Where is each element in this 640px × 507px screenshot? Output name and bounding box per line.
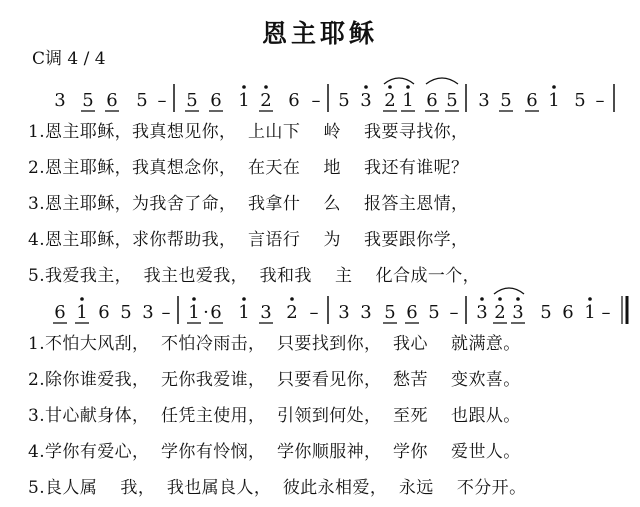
dash-note: – bbox=[309, 302, 319, 323]
octave-dot bbox=[290, 297, 294, 301]
note: 6 bbox=[406, 302, 418, 323]
note: 5 bbox=[136, 90, 148, 111]
dash-note: – bbox=[157, 90, 167, 111]
note: 6 bbox=[106, 90, 118, 111]
dash-note: – bbox=[595, 90, 605, 111]
note: 5 bbox=[540, 302, 552, 323]
note: 6 bbox=[562, 302, 574, 323]
octave-dot bbox=[480, 297, 484, 301]
octave-dot bbox=[192, 297, 196, 301]
note: 1 bbox=[238, 302, 250, 323]
verse-line-4: 4.学你有爱心， 学你有怜悯， 学你顺服神， 学你 爱世人。 bbox=[28, 442, 521, 462]
octave-dot bbox=[552, 85, 556, 89]
note: 3 bbox=[142, 302, 154, 323]
verse-line-5: 5.我爱我主， 我主也爱我， 我和我 主 化合成一个， bbox=[28, 266, 481, 286]
note: 6 bbox=[210, 302, 222, 323]
dash-note: – bbox=[311, 90, 321, 111]
note: 1 bbox=[584, 302, 596, 323]
note: 5 bbox=[500, 90, 512, 111]
note: 3 bbox=[338, 302, 350, 323]
note: 2 bbox=[494, 302, 506, 323]
note: 5 bbox=[574, 90, 586, 111]
slur-arc bbox=[426, 78, 458, 84]
note: 3 bbox=[476, 302, 488, 323]
note: 2 bbox=[260, 90, 272, 111]
note: 3 bbox=[512, 302, 524, 323]
note: 5 bbox=[384, 302, 396, 323]
note: 1 bbox=[238, 90, 250, 111]
note: 3 bbox=[478, 90, 490, 111]
octave-dot bbox=[364, 85, 368, 89]
note: 6 bbox=[54, 302, 66, 323]
note: 3 bbox=[360, 90, 372, 111]
verse-line-2: 2.恩主耶稣，我真想念你， 在天在 地 我还有谁呢？ bbox=[28, 158, 469, 178]
octave-dot bbox=[80, 297, 84, 301]
dash-note: – bbox=[161, 302, 171, 323]
note: 5 bbox=[82, 90, 94, 111]
note: 5 bbox=[428, 302, 440, 323]
dash-note: – bbox=[449, 302, 459, 323]
octave-dot bbox=[242, 297, 246, 301]
note: 3 bbox=[54, 90, 66, 111]
note: 6 bbox=[426, 90, 438, 111]
note: 3 bbox=[360, 302, 372, 323]
verse-line-2: 2.除你谁爱我， 无你我爱谁， 只要看见你， 愁苦 变欢喜。 bbox=[28, 370, 521, 390]
note: 5 bbox=[186, 90, 198, 111]
verse-line-1: 1.不怕大风刮， 不怕冷雨击， 只要找到你， 我心 就满意。 bbox=[28, 334, 521, 354]
dash-note: – bbox=[601, 302, 611, 323]
key-signature: C调 4 / 4 bbox=[32, 49, 106, 69]
note: 6 bbox=[210, 90, 222, 111]
verse-line-5: 5.良人属 我， 我也属良人， 彼此永相爱， 永远 不分开。 bbox=[28, 478, 527, 498]
note: 6 bbox=[288, 90, 300, 111]
octave-dot bbox=[264, 85, 268, 89]
note: 1 bbox=[76, 302, 88, 323]
octave-dot bbox=[242, 85, 246, 89]
note: 2 bbox=[286, 302, 298, 323]
octave-dot bbox=[516, 297, 520, 301]
lyrics-block-1 bbox=[28, 114, 613, 294]
octave-dot bbox=[388, 85, 392, 89]
note: 1 bbox=[548, 90, 560, 111]
verse-line-1: 1.恩主耶稣，我真想见你， 上山下 岭 我要寻找你， bbox=[28, 122, 469, 142]
verse-line-4: 4.恩主耶稣，求你帮助我， 言语行 为 我要跟你学， bbox=[28, 230, 469, 250]
note: 5 bbox=[120, 302, 132, 323]
note: 1 bbox=[188, 302, 200, 323]
verse-line-3: 3.甘心献身体， 任凭主使用， 引领到何处， 至死 也跟从。 bbox=[28, 406, 521, 426]
lyrics-block-2 bbox=[28, 326, 613, 506]
note: 3 bbox=[260, 302, 272, 323]
verse-line-3: 3.恩主耶稣，为我舍了命， 我拿什 么 报答主恩情， bbox=[28, 194, 469, 214]
octave-dot bbox=[498, 297, 502, 301]
note: 2 bbox=[384, 90, 396, 111]
octave-dot bbox=[588, 297, 592, 301]
song-title: 恩主耶稣 bbox=[261, 19, 378, 48]
note: 5 bbox=[446, 90, 458, 111]
note: 6 bbox=[526, 90, 538, 111]
slur-arc bbox=[384, 78, 414, 84]
octave-dot bbox=[406, 85, 410, 89]
note: 1 bbox=[402, 90, 414, 111]
note: · bbox=[203, 302, 209, 323]
note: 6 bbox=[98, 302, 110, 323]
note: 5 bbox=[338, 90, 350, 111]
